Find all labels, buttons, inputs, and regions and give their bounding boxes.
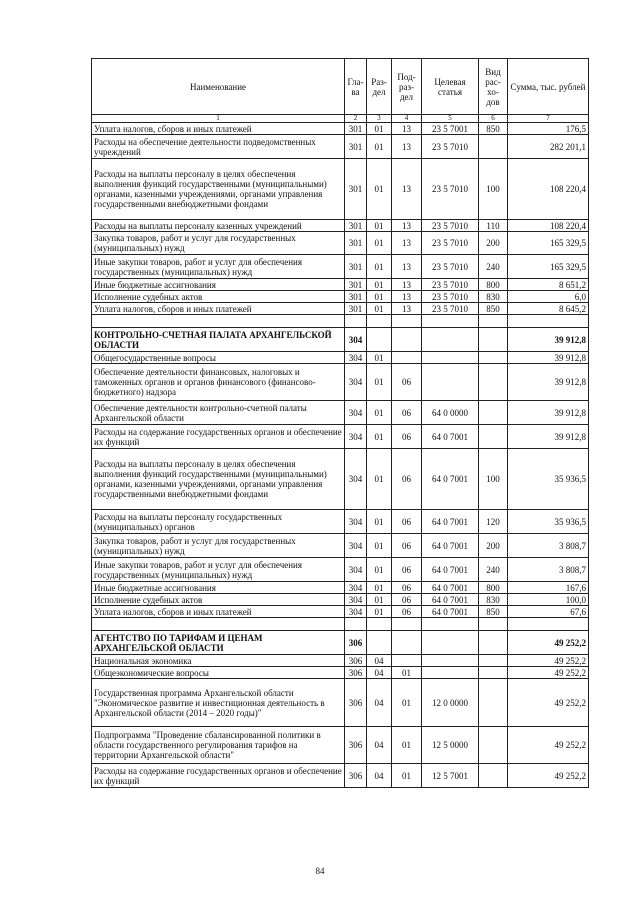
cell-sum: 49 252,2 (508, 631, 589, 655)
cell-name: Расходы на выплаты персоналу государственных (муниципальных) органов (92, 510, 345, 534)
cell-razdel: 04 (367, 727, 392, 764)
table-row (92, 606, 589, 618)
cell-name: АГЕНТСТВО ПО ТАРИФАМ И ЦЕНАМ АРХАНГЕЛЬСКОЙ ОБЛАСТИ (92, 631, 345, 655)
empty-cell (508, 618, 589, 631)
cell-glava: 301 (345, 279, 367, 291)
header-target-article: Целевая статья (422, 59, 479, 115)
cell-target-article: 12 5 0000 (422, 727, 479, 764)
cell-razdel: 01 (367, 582, 392, 594)
cell-glava: 304 (345, 534, 367, 558)
cell-sum: 6,0 (508, 291, 589, 303)
cell-name: Иные закупки товаров, работ и услуг для обеспечения государственных (муниципальных) нужд (92, 558, 345, 582)
cell-glava: 304 (345, 449, 367, 510)
cell-expense-type (479, 425, 508, 449)
cell-razdel: 01 (367, 291, 392, 303)
cell-razdel: 01 (367, 220, 392, 232)
header-name: Наименование (92, 59, 345, 115)
cell-podrazdel: 13 (392, 291, 422, 303)
cell-name: Общегосударственные вопросы (92, 352, 345, 364)
cell-glava: 304 (345, 510, 367, 534)
cell-sum: 176,5 (508, 123, 589, 135)
cell-target-article: 64 0 7001 (422, 425, 479, 449)
cell-sum: 165 329,5 (508, 232, 589, 255)
cell-glava: 301 (345, 303, 367, 315)
cell-razdel: 01 (367, 123, 392, 135)
cell-target-article: 23 5 7010 (422, 279, 479, 291)
empty-cell (92, 618, 345, 631)
cell-glava: 304 (345, 401, 367, 425)
cell-name: Обеспечение деятельности финансовых, налоговых и таможенных органов и органов финансового (финансово-бюджетного) надзора (92, 364, 345, 401)
cell-target-article: 64 0 7001 (422, 449, 479, 510)
cell-razdel: 01 (367, 232, 392, 255)
cell-target-article: 23 5 7001 (422, 123, 479, 135)
empty-cell (508, 315, 589, 328)
cell-glava: 304 (345, 558, 367, 582)
cell-podrazdel: 13 (392, 159, 422, 220)
cell-sum: 39 912,8 (508, 328, 589, 352)
cell-podrazdel (392, 631, 422, 655)
cell-glava: 306 (345, 631, 367, 655)
cell-glava: 304 (345, 606, 367, 618)
cell-expense-type: 800 (479, 582, 508, 594)
column-number: 3 (367, 115, 392, 123)
cell-name: Расходы на содержание государственных органов и обеспечение их функций (92, 764, 345, 788)
cell-razdel: 01 (367, 255, 392, 279)
cell-expense-type: 850 (479, 303, 508, 315)
cell-name: Уплата налогов, сборов и иных платежей (92, 606, 345, 618)
cell-razdel: 01 (367, 594, 392, 606)
table-row (92, 655, 589, 667)
cell-target-article: 64 0 7001 (422, 510, 479, 534)
cell-glava: 301 (345, 255, 367, 279)
empty-cell (422, 618, 479, 631)
cell-podrazdel (392, 328, 422, 352)
cell-expense-type: 120 (479, 510, 508, 534)
cell-glava: 304 (345, 328, 367, 352)
cell-podrazdel: 06 (392, 401, 422, 425)
column-number: 7 (508, 115, 589, 123)
column-number: 2 (345, 115, 367, 123)
cell-name: Расходы на обеспечение деятельности подведомственных учреждений (92, 135, 345, 159)
table-row (92, 352, 589, 364)
cell-sum: 3 808,7 (508, 534, 589, 558)
cell-sum: 108 220,4 (508, 220, 589, 232)
cell-razdel: 01 (367, 558, 392, 582)
cell-sum: 108 220,4 (508, 159, 589, 220)
cell-podrazdel: 13 (392, 279, 422, 291)
cell-expense-type (479, 655, 508, 667)
cell-expense-type: 100 (479, 449, 508, 510)
cell-target-article (422, 655, 479, 667)
cell-name: Расходы на выплаты персоналу казенных учреждений (92, 220, 345, 232)
cell-expense-type: 100 (479, 159, 508, 220)
empty-cell (345, 618, 367, 631)
table-row (92, 534, 589, 558)
cell-podrazdel: 06 (392, 558, 422, 582)
column-number: 6 (479, 115, 508, 123)
cell-expense-type (479, 631, 508, 655)
cell-sum: 165 329,5 (508, 255, 589, 279)
cell-name: Обеспечение деятельности контрольно-счетной палаты Архангельской области (92, 401, 345, 425)
cell-podrazdel: 06 (392, 364, 422, 401)
table-row (92, 679, 589, 727)
budget-table (91, 58, 589, 788)
table-row (92, 364, 589, 401)
cell-target-article: 64 0 7001 (422, 534, 479, 558)
cell-razdel: 01 (367, 510, 392, 534)
cell-name: Исполнение судебных актов (92, 291, 345, 303)
cell-razdel: 04 (367, 667, 392, 679)
table-row (92, 159, 589, 220)
cell-name: Национальная экономика (92, 655, 345, 667)
cell-target-article: 64 0 7001 (422, 558, 479, 582)
cell-sum: 39 912,8 (508, 364, 589, 401)
spacer-row (92, 618, 589, 631)
cell-glava: 306 (345, 764, 367, 788)
cell-expense-type (479, 764, 508, 788)
cell-sum: 49 252,2 (508, 679, 589, 727)
cell-target-article: 23 5 7010 (422, 291, 479, 303)
cell-sum: 49 252,2 (508, 727, 589, 764)
cell-podrazdel: 06 (392, 510, 422, 534)
table-row (92, 510, 589, 534)
header-glava: Гла-ва (345, 59, 367, 115)
cell-target-article: 23 5 7010 (422, 220, 479, 232)
cell-razdel: 04 (367, 655, 392, 667)
cell-target-article: 23 5 7010 (422, 232, 479, 255)
cell-expense-type (479, 352, 508, 364)
cell-glava: 301 (345, 123, 367, 135)
cell-sum: 49 252,2 (508, 764, 589, 788)
cell-expense-type: 850 (479, 123, 508, 135)
cell-podrazdel: 13 (392, 135, 422, 159)
table-row (92, 279, 589, 291)
table-row (92, 291, 589, 303)
cell-glava: 301 (345, 232, 367, 255)
cell-name: Расходы на содержание государственных органов и обеспечение их функций (92, 425, 345, 449)
cell-expense-type: 240 (479, 255, 508, 279)
section-row (92, 328, 589, 352)
cell-sum: 167,6 (508, 582, 589, 594)
cell-razdel: 01 (367, 401, 392, 425)
cell-sum: 39 912,8 (508, 425, 589, 449)
cell-target-article (422, 667, 479, 679)
budget-document (91, 58, 588, 788)
table-row (92, 425, 589, 449)
cell-target-article (422, 364, 479, 401)
cell-expense-type (479, 364, 508, 401)
empty-cell (392, 315, 422, 328)
cell-target-article: 23 5 7010 (422, 255, 479, 279)
cell-podrazdel: 13 (392, 303, 422, 315)
table-row (92, 667, 589, 679)
cell-name: Расходы на выплаты персоналу в целях обеспечения выполнения функций государственными (муниципальными) органами, казенными учреждениями, органами управления государственными внебюджетными фондами (92, 159, 345, 220)
header-sum: Сумма, тыс. рублей (508, 59, 589, 115)
column-number: 5 (422, 115, 479, 123)
cell-target-article: 64 0 7001 (422, 594, 479, 606)
cell-podrazdel: 01 (392, 679, 422, 727)
cell-podrazdel: 06 (392, 534, 422, 558)
cell-podrazdel: 06 (392, 582, 422, 594)
cell-razdel: 04 (367, 764, 392, 788)
cell-podrazdel: 13 (392, 232, 422, 255)
cell-target-article: 23 5 7010 (422, 303, 479, 315)
cell-sum: 8 651,2 (508, 279, 589, 291)
table-row (92, 764, 589, 788)
cell-razdel: 01 (367, 364, 392, 401)
cell-target-article: 64 0 7001 (422, 606, 479, 618)
cell-razdel: 01 (367, 606, 392, 618)
cell-target-article: 64 0 0000 (422, 401, 479, 425)
column-number: 4 (392, 115, 422, 123)
cell-podrazdel: 01 (392, 667, 422, 679)
table-row (92, 594, 589, 606)
table-row (92, 123, 589, 135)
cell-expense-type: 830 (479, 291, 508, 303)
cell-podrazdel: 01 (392, 727, 422, 764)
cell-sum: 39 912,8 (508, 352, 589, 364)
cell-podrazdel: 13 (392, 255, 422, 279)
cell-expense-type (479, 328, 508, 352)
cell-glava: 304 (345, 352, 367, 364)
cell-name: Подпрограмма "Проведение сбалансированной политики в области государственного регулирования тарифов на территории Архангельской области" (92, 727, 345, 764)
cell-sum: 282 201,1 (508, 135, 589, 159)
cell-expense-type (479, 667, 508, 679)
cell-name: Закупка товаров, работ и услуг для государственных (муниципальных) нужд (92, 534, 345, 558)
table-row (92, 401, 589, 425)
cell-podrazdel: 06 (392, 594, 422, 606)
cell-podrazdel: 06 (392, 606, 422, 618)
cell-podrazdel: 13 (392, 123, 422, 135)
empty-cell (367, 618, 392, 631)
cell-razdel: 01 (367, 534, 392, 558)
header-razdel: Раз-дел (367, 59, 392, 115)
cell-podrazdel: 13 (392, 220, 422, 232)
header-row (92, 59, 589, 115)
cell-glava: 306 (345, 667, 367, 679)
cell-name: Иные бюджетные ассигнования (92, 582, 345, 594)
cell-glava: 306 (345, 655, 367, 667)
cell-podrazdel (392, 352, 422, 364)
cell-name: Государственная программа Архангельской области "Экономическое развитие и инвестиционная деятельность в Архангельской области (2014 – 2020 годы)" (92, 679, 345, 727)
cell-expense-type: 110 (479, 220, 508, 232)
empty-cell (392, 618, 422, 631)
header-expense-type: Вид рас-хо-дов (479, 59, 508, 115)
cell-razdel: 01 (367, 425, 392, 449)
table-row (92, 232, 589, 255)
cell-name: Общеэкономические вопросы (92, 667, 345, 679)
table-row (92, 255, 589, 279)
cell-target-article: 23 5 7010 (422, 159, 479, 220)
cell-expense-type (479, 727, 508, 764)
cell-razdel: 01 (367, 135, 392, 159)
table-row (92, 558, 589, 582)
table-row (92, 220, 589, 232)
cell-name: Уплата налогов, сборов и иных платежей (92, 303, 345, 315)
cell-podrazdel (392, 655, 422, 667)
cell-target-article: 64 0 7001 (422, 582, 479, 594)
cell-razdel: 01 (367, 303, 392, 315)
page-number: 84 (315, 866, 325, 876)
cell-target-article (422, 352, 479, 364)
cell-sum: 35 936,5 (508, 449, 589, 510)
spacer-row (92, 315, 589, 328)
cell-glava: 301 (345, 159, 367, 220)
cell-target-article (422, 631, 479, 655)
empty-cell (422, 315, 479, 328)
table-row (92, 582, 589, 594)
cell-name: Иные бюджетные ассигнования (92, 279, 345, 291)
cell-razdel (367, 631, 392, 655)
cell-glava: 304 (345, 594, 367, 606)
cell-sum: 67,6 (508, 606, 589, 618)
cell-expense-type: 830 (479, 594, 508, 606)
cell-name: Иные закупки товаров, работ и услуг для обеспечения государственных (муниципальных) нужд (92, 255, 345, 279)
cell-expense-type (479, 401, 508, 425)
empty-cell (92, 315, 345, 328)
cell-expense-type (479, 135, 508, 159)
section-row (92, 631, 589, 655)
cell-expense-type: 850 (479, 606, 508, 618)
cell-glava: 304 (345, 364, 367, 401)
table-row (92, 727, 589, 764)
cell-sum: 3 808,7 (508, 558, 589, 582)
cell-razdel: 01 (367, 449, 392, 510)
cell-razdel (367, 328, 392, 352)
cell-glava: 304 (345, 582, 367, 594)
cell-target-article: 23 5 7010 (422, 135, 479, 159)
cell-razdel: 04 (367, 679, 392, 727)
cell-glava: 306 (345, 679, 367, 727)
cell-target-article: 12 5 7001 (422, 764, 479, 788)
cell-expense-type: 200 (479, 534, 508, 558)
table-row (92, 303, 589, 315)
cell-razdel: 01 (367, 159, 392, 220)
cell-podrazdel: 06 (392, 449, 422, 510)
empty-cell (479, 618, 508, 631)
cell-glava: 301 (345, 220, 367, 232)
cell-expense-type: 800 (479, 279, 508, 291)
cell-target-article: 12 0 0000 (422, 679, 479, 727)
cell-name: Закупка товаров, работ и услуг для государственных (муниципальных) нужд (92, 232, 345, 255)
cell-podrazdel: 01 (392, 764, 422, 788)
header-podrazdel: Под-раз-дел (392, 59, 422, 115)
cell-sum: 49 252,2 (508, 667, 589, 679)
table-body (92, 123, 589, 788)
cell-glava: 306 (345, 727, 367, 764)
cell-name: Исполнение судебных актов (92, 594, 345, 606)
cell-target-article (422, 328, 479, 352)
cell-glava: 301 (345, 135, 367, 159)
cell-podrazdel: 06 (392, 425, 422, 449)
cell-glava: 301 (345, 291, 367, 303)
table-row (92, 449, 589, 510)
cell-sum: 35 936,5 (508, 510, 589, 534)
cell-razdel: 01 (367, 279, 392, 291)
cell-sum: 49 252,2 (508, 655, 589, 667)
column-number: 1 (92, 115, 345, 123)
column-number-row (92, 115, 589, 123)
cell-name: Расходы на выплаты персоналу в целях обеспечения выполнения функций государственными (муниципальными) органами, казенными учреждениями, органами управления государственными внебюджетными фондами (92, 449, 345, 510)
cell-expense-type (479, 679, 508, 727)
cell-name: КОНТРОЛЬНО-СЧЕТНАЯ ПАЛАТА АРХАНГЕЛЬСКОЙ ОБЛАСТИ (92, 328, 345, 352)
cell-sum: 100,0 (508, 594, 589, 606)
cell-sum: 39 912,8 (508, 401, 589, 425)
cell-expense-type: 200 (479, 232, 508, 255)
empty-cell (345, 315, 367, 328)
empty-cell (479, 315, 508, 328)
cell-name: Уплата налогов, сборов и иных платежей (92, 123, 345, 135)
cell-razdel: 01 (367, 352, 392, 364)
cell-expense-type: 240 (479, 558, 508, 582)
cell-sum: 8 645,2 (508, 303, 589, 315)
table-row (92, 135, 589, 159)
cell-glava: 304 (345, 425, 367, 449)
empty-cell (367, 315, 392, 328)
